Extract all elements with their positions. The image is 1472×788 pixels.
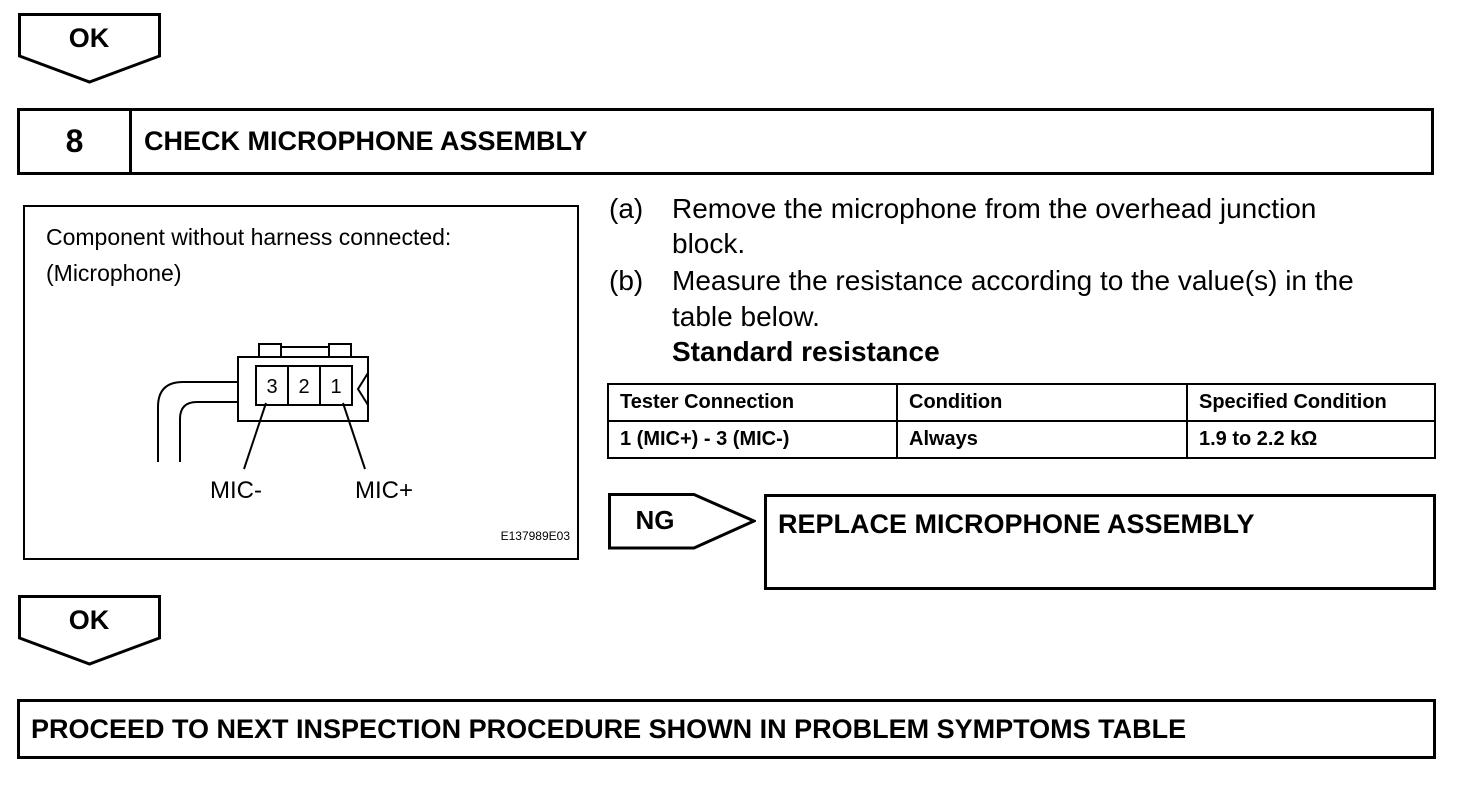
standard-resistance-heading: Standard resistance [672, 336, 940, 367]
instruction-b-marker: (b) [609, 265, 644, 296]
cell-condition: Always [897, 421, 1187, 458]
harness-wire-inner [180, 402, 238, 462]
table-row [608, 421, 1435, 458]
header-tester-connection: Tester Connection [608, 384, 897, 421]
ok-arrow-bottom [18, 595, 162, 667]
resistance-table [607, 383, 1436, 459]
cell-specified-condition: 1.9 to 2.2 kΩ [1187, 421, 1435, 458]
step-header [17, 108, 1434, 175]
cell-tester-connection: 1 (MIC+) - 3 (MIC-) [608, 421, 897, 458]
step-number: 8 [20, 111, 132, 172]
table-header-row [608, 384, 1435, 421]
figure-caption-line1: Component without harness connected: [46, 224, 452, 250]
connector-diagram [25, 207, 577, 558]
proceed-box [17, 699, 1436, 759]
ok-arrow-top [18, 13, 162, 85]
instruction-b-line2: table below. [672, 301, 820, 332]
connector-lock-right [329, 344, 351, 357]
harness-wire-outer [158, 382, 238, 462]
ok-bottom-label: OK [68, 605, 110, 635]
replace-action-box [764, 494, 1436, 590]
instruction-a-marker: (a) [609, 193, 644, 224]
step-title: CHECK MICROPHONE ASSEMBLY [144, 126, 588, 156]
instruction-a-line1: Remove the microphone from the overhead junction [672, 193, 1317, 224]
ng-label: NG [635, 505, 675, 535]
proceed-text: PROCEED TO NEXT INSPECTION PROCEDURE SHOWN IN PROBLEM SYMPTOMS TABLE [31, 714, 1187, 744]
mic-plus-label: MIC+ [354, 477, 414, 504]
pin-number-2: 2 [298, 376, 310, 398]
replace-action-text: REPLACE MICROPHONE ASSEMBLY [778, 509, 1255, 539]
figure-caption-line2: (Microphone) [46, 260, 182, 286]
mic-minus-label: MIC- [210, 477, 262, 504]
pin-number-1: 1 [330, 376, 342, 398]
connector-lock-left [259, 344, 281, 357]
connector-figure [23, 205, 579, 560]
ok-top-label: OK [68, 23, 110, 53]
instruction-a-line2: block. [672, 228, 746, 259]
header-condition: Condition [897, 384, 1187, 421]
figure-id: E137989E03 [500, 529, 570, 543]
pin-number-3: 3 [266, 376, 278, 398]
header-specified-condition: Specified Condition [1187, 384, 1435, 421]
instruction-b-line1: Measure the resistance according to the value(s) in the [672, 265, 1354, 296]
